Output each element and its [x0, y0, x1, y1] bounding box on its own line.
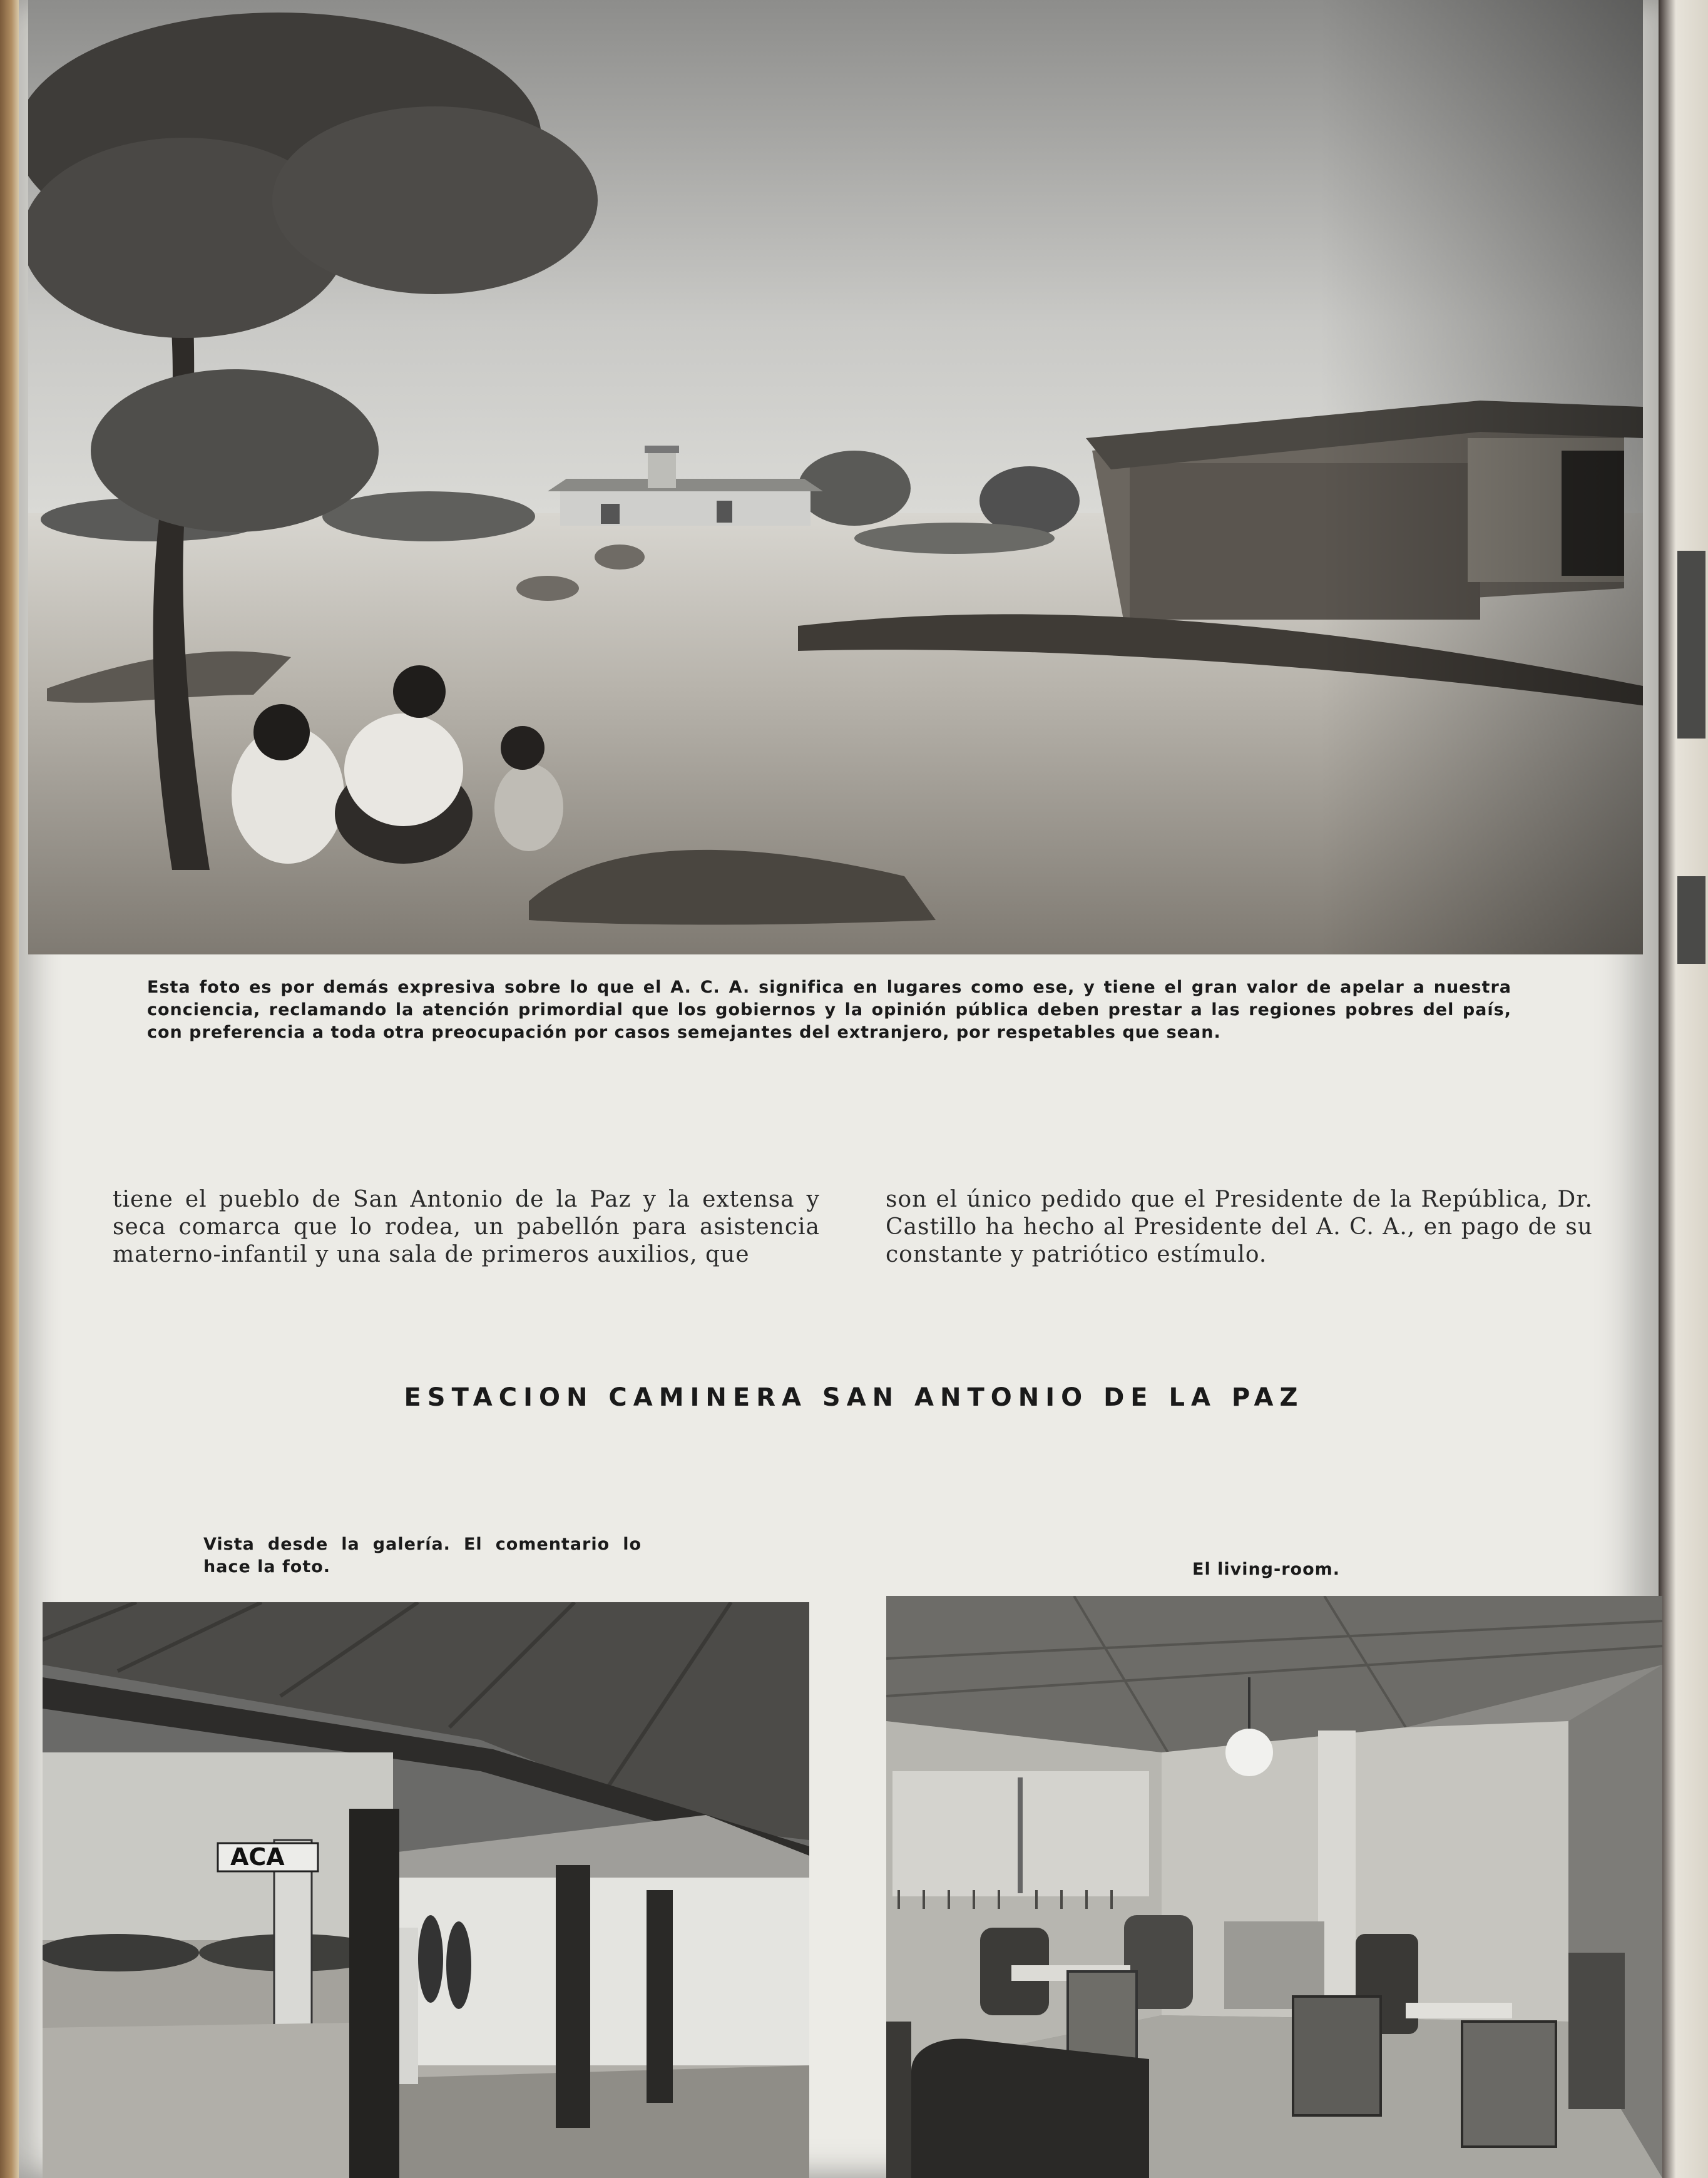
gallery-photo — [43, 1602, 809, 2178]
gallery-photo-caption: Vista desde la galería. El comentario lo hace la foto. — [203, 1535, 642, 1577]
body-text-right-column: son el único pedido que el Presidente de la República, Dr. Castillo ha hecho al Presidente del A. C. A., en pago de su constante y patriótico estímulo. — [886, 1187, 1593, 1267]
landscape-photo-caption: Esta foto es por demás expresiva sobre lo que el A. C. A. significa en lugares como ese, y tiene el gran valor de apelar a nuestra conciencia, reclamando la atención primordial que los gobiernos y la opinión pública deben prestar a las regiones pobres del país, con preferencia a toda otra preocupación por casos semejantes del extranjero, por respetables que sean. — [147, 978, 1511, 1042]
landscape-photo — [28, 0, 1643, 954]
body-text-left-column: tiene el pueblo de San Antonio de la Paz y la extensa y seca comarca que lo rodea, un pabellón para asistencia materno-infantil y una sala de primeros auxilios, que — [113, 1187, 820, 1267]
landscape-photo-drawing — [28, 0, 1643, 954]
living-room-photo-drawing — [886, 1596, 1662, 2178]
aca-sign-text: ACA — [230, 1843, 285, 1871]
next-page-photo-edge — [1677, 876, 1705, 964]
living-room-photo — [886, 1596, 1662, 2178]
gallery-photo-drawing — [43, 1602, 809, 2178]
book-binding — [0, 0, 19, 2178]
next-page-edge — [1659, 0, 1708, 2178]
section-title: ESTACION CAMINERA SAN ANTONIO DE LA PAZ — [404, 1383, 1304, 1412]
living-room-photo-caption: El living-room. — [1192, 1560, 1341, 1579]
next-page-photo-edge — [1677, 551, 1705, 739]
